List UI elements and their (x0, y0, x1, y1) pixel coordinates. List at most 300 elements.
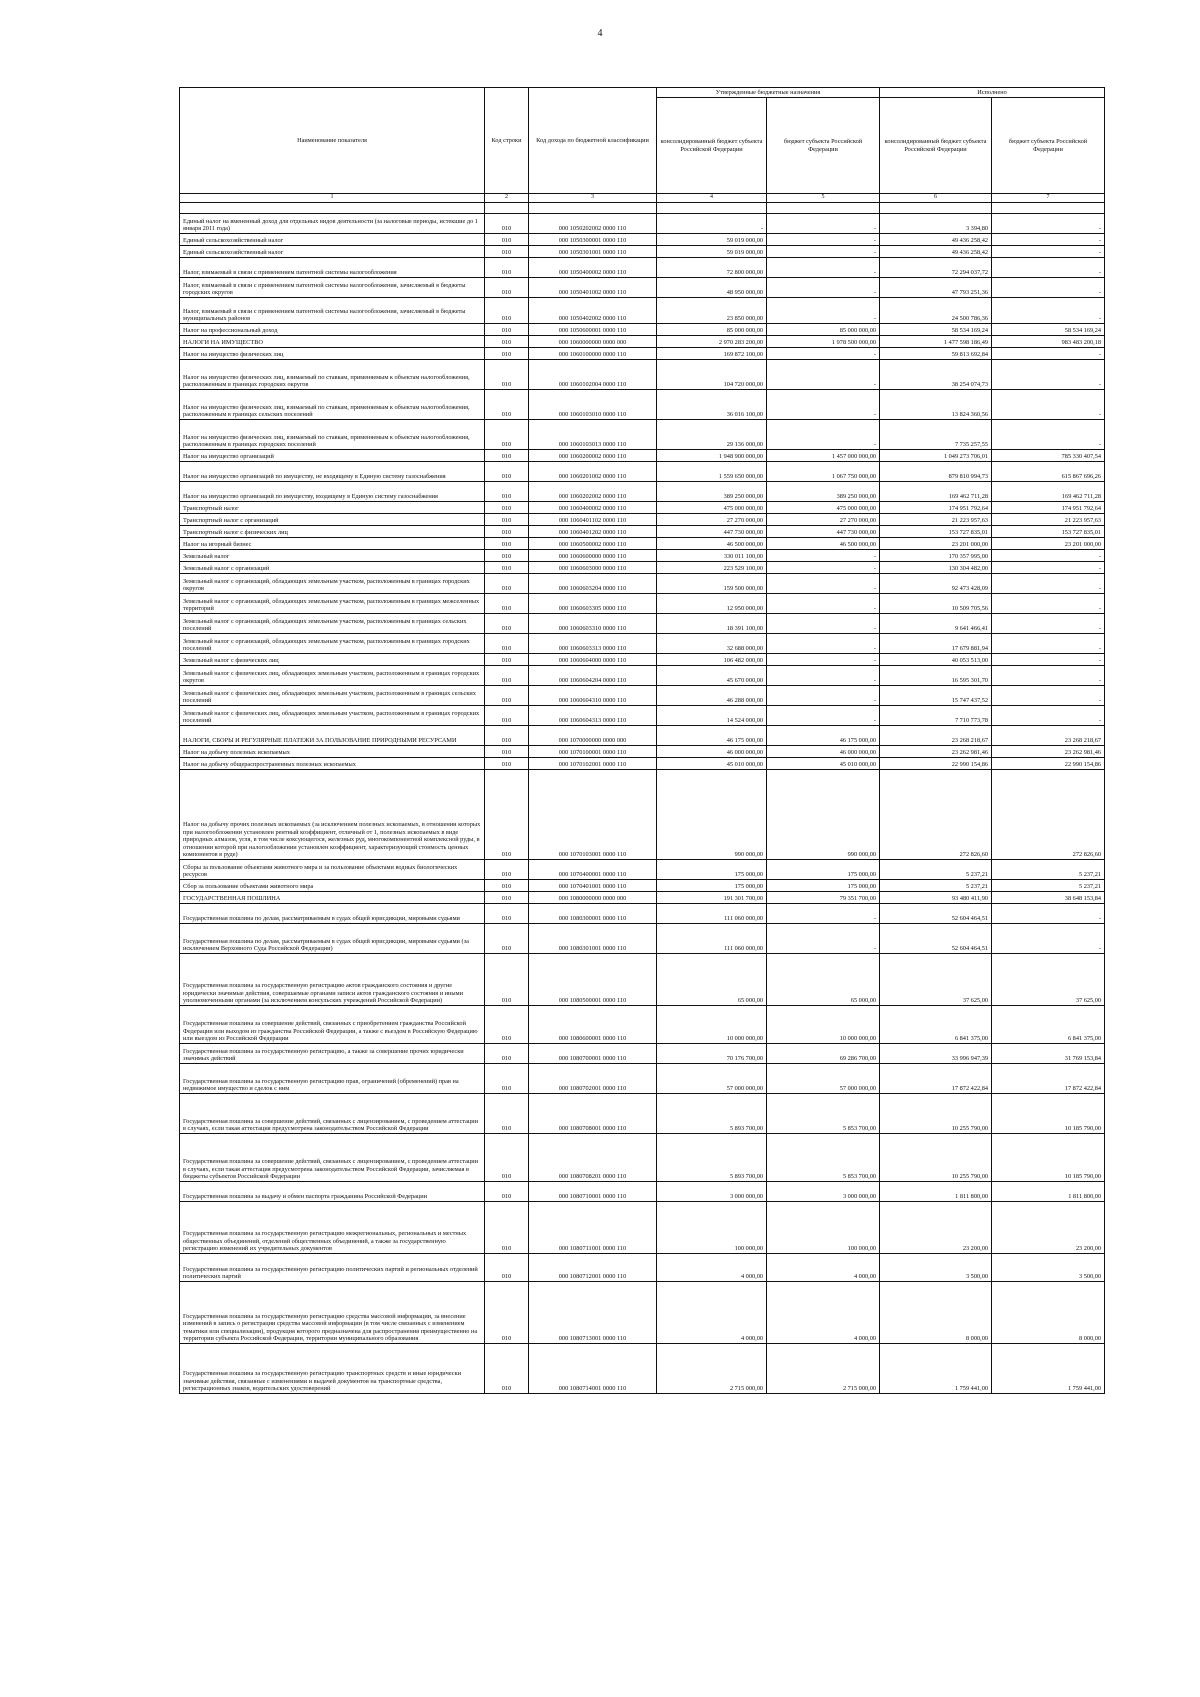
row-executed-consolidated: 15 747 437,52 (880, 686, 992, 706)
row-executed-subject: 5 237,21 (992, 860, 1105, 880)
row-income-code: 000 1060200002 0000 110 (529, 450, 657, 462)
table-row (180, 1344, 1105, 1394)
row-line-code: 010 (485, 746, 529, 758)
row-line-code: 010 (485, 1182, 529, 1202)
col-number: 6 (880, 194, 992, 203)
row-executed-subject: 5 237,21 (992, 880, 1105, 892)
row-executed-subject: - (992, 246, 1105, 258)
table-row (180, 462, 1105, 482)
row-approved-consolidated: 57 000 000,00 (657, 1064, 767, 1094)
row-approved-subject: 79 351 700,00 (767, 892, 880, 904)
row-executed-consolidated: 5 237,21 (880, 860, 992, 880)
row-executed-consolidated: 59 813 692,84 (880, 348, 992, 360)
row-approved-consolidated: 3 000 000,00 (657, 1182, 767, 1202)
row-executed-subject: 153 727 835,01 (992, 526, 1105, 538)
row-approved-subject: 175 000,00 (767, 880, 880, 892)
row-approved-consolidated: 330 011 100,00 (657, 550, 767, 562)
row-executed-consolidated: 3 394,80 (880, 214, 992, 234)
row-executed-consolidated: 16 595 301,70 (880, 666, 992, 686)
row-executed-consolidated: 23 201 000,00 (880, 538, 992, 550)
row-approved-consolidated: 10 000 000,00 (657, 1006, 767, 1044)
row-approved-subject: - (767, 234, 880, 246)
row-approved-consolidated: 111 060 000,00 (657, 924, 767, 954)
row-executed-subject: 785 330 407,54 (992, 450, 1105, 462)
row-executed-consolidated: 40 053 513,00 (880, 654, 992, 666)
table-row (180, 1006, 1105, 1044)
row-line-code: 010 (485, 420, 529, 450)
row-line-code: 010 (485, 258, 529, 278)
row-line-code: 010 (485, 758, 529, 770)
table-row (180, 1044, 1105, 1064)
row-line-code: 010 (485, 1064, 529, 1094)
row-line-code: 010 (485, 686, 529, 706)
row-name: Налог на имущество физических лиц, взимаемый по ставкам, применяемым к объектам налогообложения, расположенным в границах сельских поселений (180, 390, 485, 420)
row-approved-subject: 475 000 000,00 (767, 502, 880, 514)
table-row (180, 634, 1105, 654)
row-executed-subject: 615 867 696,26 (992, 462, 1105, 482)
table-row (180, 1064, 1105, 1094)
row-name: Транспортный налог (180, 502, 485, 514)
row-name: Налог на имущество организаций (180, 450, 485, 462)
col-number: 7 (992, 194, 1105, 203)
row-approved-subject: - (767, 258, 880, 278)
row-approved-subject: 447 730 000,00 (767, 526, 880, 538)
row-line-code: 010 (485, 1044, 529, 1064)
row-income-code: 000 1060100000 0000 110 (529, 348, 657, 360)
row-executed-subject: 21 223 957,63 (992, 514, 1105, 526)
row-name: Транспортный налог с физических лиц (180, 526, 485, 538)
row-approved-subject: - (767, 666, 880, 686)
row-name: Единый налог на вмененный доход для отдельных видов деятельности (за налоговые периоды, истекшие до 1 января 2011 года) (180, 214, 485, 234)
row-line-code: 010 (485, 654, 529, 666)
row-name: Земельный налог с организаций, обладающих земельным участком, расположенным в границах сельских поселений (180, 614, 485, 634)
row-income-code: 000 1060600000 0000 110 (529, 550, 657, 562)
row-executed-consolidated: 21 223 957,63 (880, 514, 992, 526)
row-approved-subject: - (767, 246, 880, 258)
row-executed-consolidated: 23 262 981,46 (880, 746, 992, 758)
row-approved-subject: - (767, 924, 880, 954)
row-approved-subject: 46 500 000,00 (767, 538, 880, 550)
row-line-code: 010 (485, 770, 529, 860)
row-name: НАЛОГИ НА ИМУЩЕСТВО (180, 336, 485, 348)
table-row (180, 336, 1105, 348)
row-line-code: 010 (485, 298, 529, 324)
row-name: Транспортный налог с организаций (180, 514, 485, 526)
row-approved-consolidated: 159 500 000,00 (657, 574, 767, 594)
row-name: НАЛОГИ, СБОРЫ И РЕГУЛЯРНЫЕ ПЛАТЕЖИ ЗА ПОЛЬЗОВАНИЕ ПРИРОДНЫМИ РЕСУРСАМИ (180, 726, 485, 746)
row-executed-consolidated: 1 477 598 186,49 (880, 336, 992, 348)
row-income-code: 000 1080301001 0000 110 (529, 924, 657, 954)
row-approved-subject: - (767, 360, 880, 390)
row-income-code: 000 1060604000 0000 110 (529, 654, 657, 666)
table-row (180, 904, 1105, 924)
row-name: Государственная пошлина за государственную регистрацию транспортных средств и иные юридически значимые действия, связанные с изменениями и выдачей документов на транспортные средства, регистрационных знаков, водительских удостоверений (180, 1344, 485, 1394)
row-approved-subject: 990 000,00 (767, 770, 880, 860)
row-income-code: 000 1080714001 0000 110 (529, 1344, 657, 1394)
row-income-code: 000 1070102001 0000 110 (529, 758, 657, 770)
row-approved-consolidated: 59 019 000,00 (657, 246, 767, 258)
row-executed-consolidated: 17 872 422,84 (880, 1064, 992, 1094)
row-name: Налог на имущество физических лиц, взимаемый по ставкам, применяемым к объектам налогообложения, расположенным в границах городских округов (180, 360, 485, 390)
row-name: Налог на добычу прочих полезных ископаемых (за исключением полезных ископаемых, в отношении которых при налогообложении установлен рентный коэффициент, отличный от 1, полезных ископаемых в виде природных алмазов, угля, в том числе коксующегося, железных руд, многокомпонентной комплексной руды, в отношении которой при налогообложении установлен коэффициент, характеризующий стоимость ценных компонентов в руде) (180, 770, 485, 860)
row-line-code: 010 (485, 462, 529, 482)
row-approved-consolidated: 175 000,00 (657, 860, 767, 880)
row-line-code: 010 (485, 360, 529, 390)
table-row (180, 214, 1105, 234)
row-executed-consolidated: 17 679 881,94 (880, 634, 992, 654)
row-executed-consolidated: 5 237,21 (880, 880, 992, 892)
row-executed-subject: - (992, 904, 1105, 924)
row-executed-subject: - (992, 420, 1105, 450)
table-row (180, 526, 1105, 538)
row-approved-subject: 46 000 000,00 (767, 746, 880, 758)
row-approved-subject: 27 270 000,00 (767, 514, 880, 526)
row-income-code: 000 1080708001 0000 110 (529, 1094, 657, 1134)
row-executed-consolidated: 174 951 792,64 (880, 502, 992, 514)
row-executed-consolidated: 49 436 258,42 (880, 246, 992, 258)
col-number: 4 (657, 194, 767, 203)
row-approved-consolidated: 223 529 100,00 (657, 562, 767, 574)
row-income-code: 000 1060500002 0000 110 (529, 538, 657, 550)
row-executed-consolidated: 92 473 428,09 (880, 574, 992, 594)
table-row (180, 450, 1105, 462)
row-income-code: 000 1050400002 0000 110 (529, 258, 657, 278)
row-approved-subject: - (767, 654, 880, 666)
row-executed-subject: - (992, 298, 1105, 324)
row-income-code: 000 1060603305 0000 110 (529, 594, 657, 614)
row-line-code: 010 (485, 538, 529, 550)
row-approved-subject: - (767, 390, 880, 420)
header-approved-consolidated: консолидированный бюджет субъекта Российской Федерации (657, 98, 767, 194)
row-executed-subject: 10 185 790,00 (992, 1094, 1105, 1134)
table-row (180, 892, 1105, 904)
row-approved-consolidated: 72 800 000,00 (657, 258, 767, 278)
row-income-code: 000 1050202002 0000 110 (529, 214, 657, 234)
row-income-code: 000 1080500001 0000 110 (529, 954, 657, 1006)
table-row (180, 482, 1105, 502)
row-approved-consolidated: 100 000,00 (657, 1202, 767, 1254)
row-executed-subject: - (992, 614, 1105, 634)
table-row (180, 562, 1105, 574)
row-name: Земельный налог с физических лиц (180, 654, 485, 666)
row-line-code: 010 (485, 450, 529, 462)
row-executed-subject: 169 462 711,28 (992, 482, 1105, 502)
row-line-code: 010 (485, 904, 529, 924)
row-income-code: 000 1080708201 0000 110 (529, 1134, 657, 1182)
row-approved-consolidated: 29 136 000,00 (657, 420, 767, 450)
row-income-code: 000 1080000000 0000 000 (529, 892, 657, 904)
row-line-code: 010 (485, 706, 529, 726)
row-name: Государственная пошлина по делам, рассматриваемым в судах общей юрисдикции, мировыми судьями (180, 904, 485, 924)
row-income-code: 000 1060202002 0000 110 (529, 482, 657, 502)
row-name: Налог на имущество физических лиц, взимаемый по ставкам, применяемым к объектам налогообложения, расположенным в границах городских поселений (180, 420, 485, 450)
row-approved-consolidated: 447 730 000,00 (657, 526, 767, 538)
row-approved-consolidated: 175 000,00 (657, 880, 767, 892)
row-approved-subject: 175 000,00 (767, 860, 880, 880)
row-executed-consolidated: 24 500 786,36 (880, 298, 992, 324)
spacer-row (180, 203, 1105, 214)
row-approved-consolidated: 46 000 000,00 (657, 746, 767, 758)
row-line-code: 010 (485, 514, 529, 526)
row-approved-subject: 3 000 000,00 (767, 1182, 880, 1202)
row-approved-consolidated: 1 948 900 000,00 (657, 450, 767, 462)
row-name: Налог на добычу полезных ископаемых (180, 746, 485, 758)
row-approved-subject: 1 067 750 000,00 (767, 462, 880, 482)
table-row (180, 726, 1105, 746)
row-income-code: 000 1050301001 0000 110 (529, 246, 657, 258)
row-approved-subject: 2 715 000,00 (767, 1344, 880, 1394)
row-executed-consolidated: 1 049 273 706,01 (880, 450, 992, 462)
row-income-code: 000 1050300001 0000 110 (529, 234, 657, 246)
row-name: ГОСУДАРСТВЕННАЯ ПОШЛИНА (180, 892, 485, 904)
row-name: Государственная пошлина за государственную регистрацию средства массовой информации, за внесение изменений в запись о регистрации средства массовой информации (в том числе связанных с изменением тематики или специализации), продукция которого предназначена для распространения преимущественно на территории субъекта Российской Федерации, территории муниципального образования (180, 1282, 485, 1344)
row-executed-subject: - (992, 686, 1105, 706)
row-approved-consolidated: 70 176 700,00 (657, 1044, 767, 1064)
row-approved-consolidated: 46 500 000,00 (657, 538, 767, 550)
table-row (180, 514, 1105, 526)
row-executed-subject: - (992, 562, 1105, 574)
row-executed-consolidated: 93 480 411,90 (880, 892, 992, 904)
row-approved-consolidated: 46 175 000,00 (657, 726, 767, 746)
row-line-code: 010 (485, 1202, 529, 1254)
header-name: Наименование показателя (180, 88, 485, 194)
row-approved-consolidated: 23 850 000,00 (657, 298, 767, 324)
row-approved-subject: - (767, 686, 880, 706)
row-executed-subject: - (992, 654, 1105, 666)
row-executed-consolidated: 170 357 995,00 (880, 550, 992, 562)
row-approved-subject: - (767, 634, 880, 654)
table-row (180, 360, 1105, 390)
row-executed-consolidated: 49 436 258,42 (880, 234, 992, 246)
row-line-code: 010 (485, 594, 529, 614)
row-line-code: 010 (485, 860, 529, 880)
table-row (180, 324, 1105, 336)
row-executed-subject: - (992, 214, 1105, 234)
row-approved-subject: - (767, 614, 880, 634)
row-executed-consolidated: 7 710 773,78 (880, 706, 992, 726)
table-row (180, 348, 1105, 360)
row-executed-subject: 23 268 218,67 (992, 726, 1105, 746)
row-income-code: 000 1060604204 0000 110 (529, 666, 657, 686)
row-approved-consolidated: 106 482 000,00 (657, 654, 767, 666)
row-executed-consolidated: 9 641 466,41 (880, 614, 992, 634)
row-income-code: 000 1070400001 0000 110 (529, 860, 657, 880)
row-approved-subject: 4 000,00 (767, 1254, 880, 1282)
row-executed-consolidated: 879 810 994,73 (880, 462, 992, 482)
table-row (180, 614, 1105, 634)
row-executed-subject: - (992, 234, 1105, 246)
row-approved-subject: - (767, 420, 880, 450)
row-executed-consolidated: 38 254 074,73 (880, 360, 992, 390)
row-line-code: 010 (485, 336, 529, 348)
row-line-code: 010 (485, 892, 529, 904)
row-income-code: 000 1060103010 0000 110 (529, 390, 657, 420)
row-income-code: 000 1060603204 0000 110 (529, 574, 657, 594)
table-row (180, 538, 1105, 550)
page-number: 4 (597, 28, 603, 39)
header-income-code: Код дохода по бюджетной классификации (529, 88, 657, 194)
row-executed-consolidated: 52 604 464,51 (880, 924, 992, 954)
row-approved-consolidated: 85 000 000,00 (657, 324, 767, 336)
row-approved-subject: 10 000 000,00 (767, 1006, 880, 1044)
row-approved-consolidated: 1 559 650 000,00 (657, 462, 767, 482)
row-approved-subject: - (767, 706, 880, 726)
table-row (180, 258, 1105, 278)
row-approved-consolidated: 990 000,00 (657, 770, 767, 860)
row-income-code: 000 1080300001 0000 110 (529, 904, 657, 924)
row-executed-consolidated: 10 509 705,56 (880, 594, 992, 614)
row-approved-consolidated: 4 000,00 (657, 1282, 767, 1344)
row-income-code: 000 1050600001 0000 110 (529, 324, 657, 336)
row-name: Государственная пошлина за государственную регистрацию, а также за совершение прочих юридически значимых действий (180, 1044, 485, 1064)
row-executed-subject: 31 769 153,84 (992, 1044, 1105, 1064)
row-income-code: 000 1060604313 0000 110 (529, 706, 657, 726)
row-executed-subject: - (992, 258, 1105, 278)
row-approved-consolidated: 191 301 700,00 (657, 892, 767, 904)
header-approved-subject: бюджет субъекта Российской Федерации (767, 98, 880, 194)
row-name: Земельный налог с физических лиц, обладающих земельным участком, расположенным в границах городских округов (180, 666, 485, 686)
row-executed-consolidated: 72 294 037,72 (880, 258, 992, 278)
row-executed-consolidated: 8 000,00 (880, 1282, 992, 1344)
row-name: Государственная пошлина за выдачу и обмен паспорта гражданина Российской Федерации (180, 1182, 485, 1202)
row-income-code: 000 1050402002 0000 110 (529, 298, 657, 324)
row-approved-subject: - (767, 574, 880, 594)
row-approved-subject: 389 250 000,00 (767, 482, 880, 502)
row-income-code: 000 1080711001 0000 110 (529, 1202, 657, 1254)
row-executed-subject: 983 483 200,18 (992, 336, 1105, 348)
row-income-code: 000 1050401002 0000 110 (529, 278, 657, 298)
header-executed-group: Исполнено (880, 88, 1105, 98)
row-approved-consolidated: 14 524 000,00 (657, 706, 767, 726)
row-approved-consolidated: 169 872 100,00 (657, 348, 767, 360)
row-name: Земельный налог с организаций (180, 562, 485, 574)
row-line-code: 010 (485, 1254, 529, 1282)
row-executed-consolidated: 22 990 154,86 (880, 758, 992, 770)
row-approved-consolidated: - (657, 214, 767, 234)
row-income-code: 000 1060604310 0000 110 (529, 686, 657, 706)
row-executed-subject: - (992, 924, 1105, 954)
row-name: Сборы за пользование объектами животного мира и за пользование объектами водных биологических ресурсов (180, 860, 485, 880)
row-executed-subject: 23 262 981,46 (992, 746, 1105, 758)
row-approved-subject: - (767, 214, 880, 234)
table-row (180, 880, 1105, 892)
row-approved-consolidated: 2 715 000,00 (657, 1344, 767, 1394)
row-approved-subject: 46 175 000,00 (767, 726, 880, 746)
col-number: 5 (767, 194, 880, 203)
row-line-code: 010 (485, 348, 529, 360)
row-income-code: 000 1060400002 0000 110 (529, 502, 657, 514)
row-executed-subject: - (992, 634, 1105, 654)
table-row (180, 502, 1105, 514)
header-line-code: Код строки (485, 88, 529, 194)
table-row (180, 954, 1105, 1006)
row-executed-consolidated: 3 500,00 (880, 1254, 992, 1282)
row-executed-consolidated: 1 759 441,00 (880, 1344, 992, 1394)
row-executed-consolidated: 10 255 790,00 (880, 1094, 992, 1134)
row-income-code: 000 1080710001 0000 110 (529, 1182, 657, 1202)
table-row (180, 1094, 1105, 1134)
table-row (180, 860, 1105, 880)
row-income-code: 000 1070401001 0000 110 (529, 880, 657, 892)
row-name: Земельный налог (180, 550, 485, 562)
row-approved-consolidated: 5 893 700,00 (657, 1134, 767, 1182)
table-row (180, 706, 1105, 726)
row-line-code: 010 (485, 954, 529, 1006)
table-row (180, 1282, 1105, 1344)
row-income-code: 000 1080700001 0000 110 (529, 1044, 657, 1064)
row-approved-subject: - (767, 550, 880, 562)
table-row (180, 234, 1105, 246)
row-name: Налог на имущество организаций по имуществу, не входящему в Единую систему газоснабжения (180, 462, 485, 482)
row-executed-subject: 23 201 000,00 (992, 538, 1105, 550)
table-row (180, 746, 1105, 758)
row-name: Государственная пошлина по делам, рассматриваемым в судах общей юрисдикции, мировыми судьями (за исключением Верховного Суда Российской Федерации) (180, 924, 485, 954)
row-line-code: 010 (485, 614, 529, 634)
row-name: Единый сельскохозяйственный налог (180, 246, 485, 258)
row-name: Сбор за пользование объектами животного мира (180, 880, 485, 892)
row-approved-subject: 69 286 700,00 (767, 1044, 880, 1064)
table-row (180, 666, 1105, 686)
table-row (180, 770, 1105, 860)
table-body (180, 214, 1105, 1394)
row-executed-subject: 174 951 792,64 (992, 502, 1105, 514)
row-line-code: 010 (485, 278, 529, 298)
row-executed-subject: 37 625,00 (992, 954, 1105, 1006)
row-approved-subject: - (767, 348, 880, 360)
row-executed-subject: 272 826,60 (992, 770, 1105, 860)
header-executed-subject: бюджет субъекта Российской Федерации (992, 98, 1105, 194)
row-line-code: 010 (485, 574, 529, 594)
header-executed-consolidated: консолидированный бюджет субъекта Российской Федерации (880, 98, 992, 194)
row-name: Земельный налог с организаций, обладающих земельным участком, расположенным в границах городских поселений (180, 634, 485, 654)
row-approved-consolidated: 46 288 000,00 (657, 686, 767, 706)
row-approved-subject: 65 000,00 (767, 954, 880, 1006)
row-executed-subject: - (992, 390, 1105, 420)
row-approved-consolidated: 45 010 000,00 (657, 758, 767, 770)
row-approved-consolidated: 65 000,00 (657, 954, 767, 1006)
row-line-code: 010 (485, 324, 529, 336)
row-approved-consolidated: 111 060 000,00 (657, 904, 767, 924)
row-executed-consolidated: 58 534 169,24 (880, 324, 992, 336)
row-line-code: 010 (485, 562, 529, 574)
table-row (180, 686, 1105, 706)
row-name: Налог на имущество организаций по имуществу, входящему в Единую систему газоснабжения (180, 482, 485, 502)
row-line-code: 010 (485, 526, 529, 538)
row-line-code: 010 (485, 390, 529, 420)
table-row (180, 298, 1105, 324)
row-executed-subject: 1 759 441,00 (992, 1344, 1105, 1394)
row-line-code: 010 (485, 482, 529, 502)
row-approved-consolidated: 59 019 000,00 (657, 234, 767, 246)
row-income-code: 000 1080713001 0000 110 (529, 1282, 657, 1344)
row-name: Налог, взимаемый в связи с применением патентной системы налогообложения (180, 258, 485, 278)
row-executed-consolidated: 47 793 251,36 (880, 278, 992, 298)
header-approved-group: Утвержденные бюджетные назначения (657, 88, 880, 98)
row-name: Земельный налог с физических лиц, обладающих земельным участком, расположенным в границах сельских поселений (180, 686, 485, 706)
row-income-code: 000 1060603000 0000 110 (529, 562, 657, 574)
row-name: Единый сельскохозяйственный налог (180, 234, 485, 246)
row-approved-subject: 45 010 000,00 (767, 758, 880, 770)
row-line-code: 010 (485, 666, 529, 686)
row-line-code: 010 (485, 634, 529, 654)
table-row (180, 574, 1105, 594)
row-name: Налог на профессиональный доход (180, 324, 485, 336)
row-approved-subject: - (767, 904, 880, 924)
row-executed-subject: 3 500,00 (992, 1254, 1105, 1282)
row-income-code: 000 1070000000 0000 000 (529, 726, 657, 746)
row-approved-subject: 100 000,00 (767, 1202, 880, 1254)
row-approved-consolidated: 5 893 700,00 (657, 1094, 767, 1134)
